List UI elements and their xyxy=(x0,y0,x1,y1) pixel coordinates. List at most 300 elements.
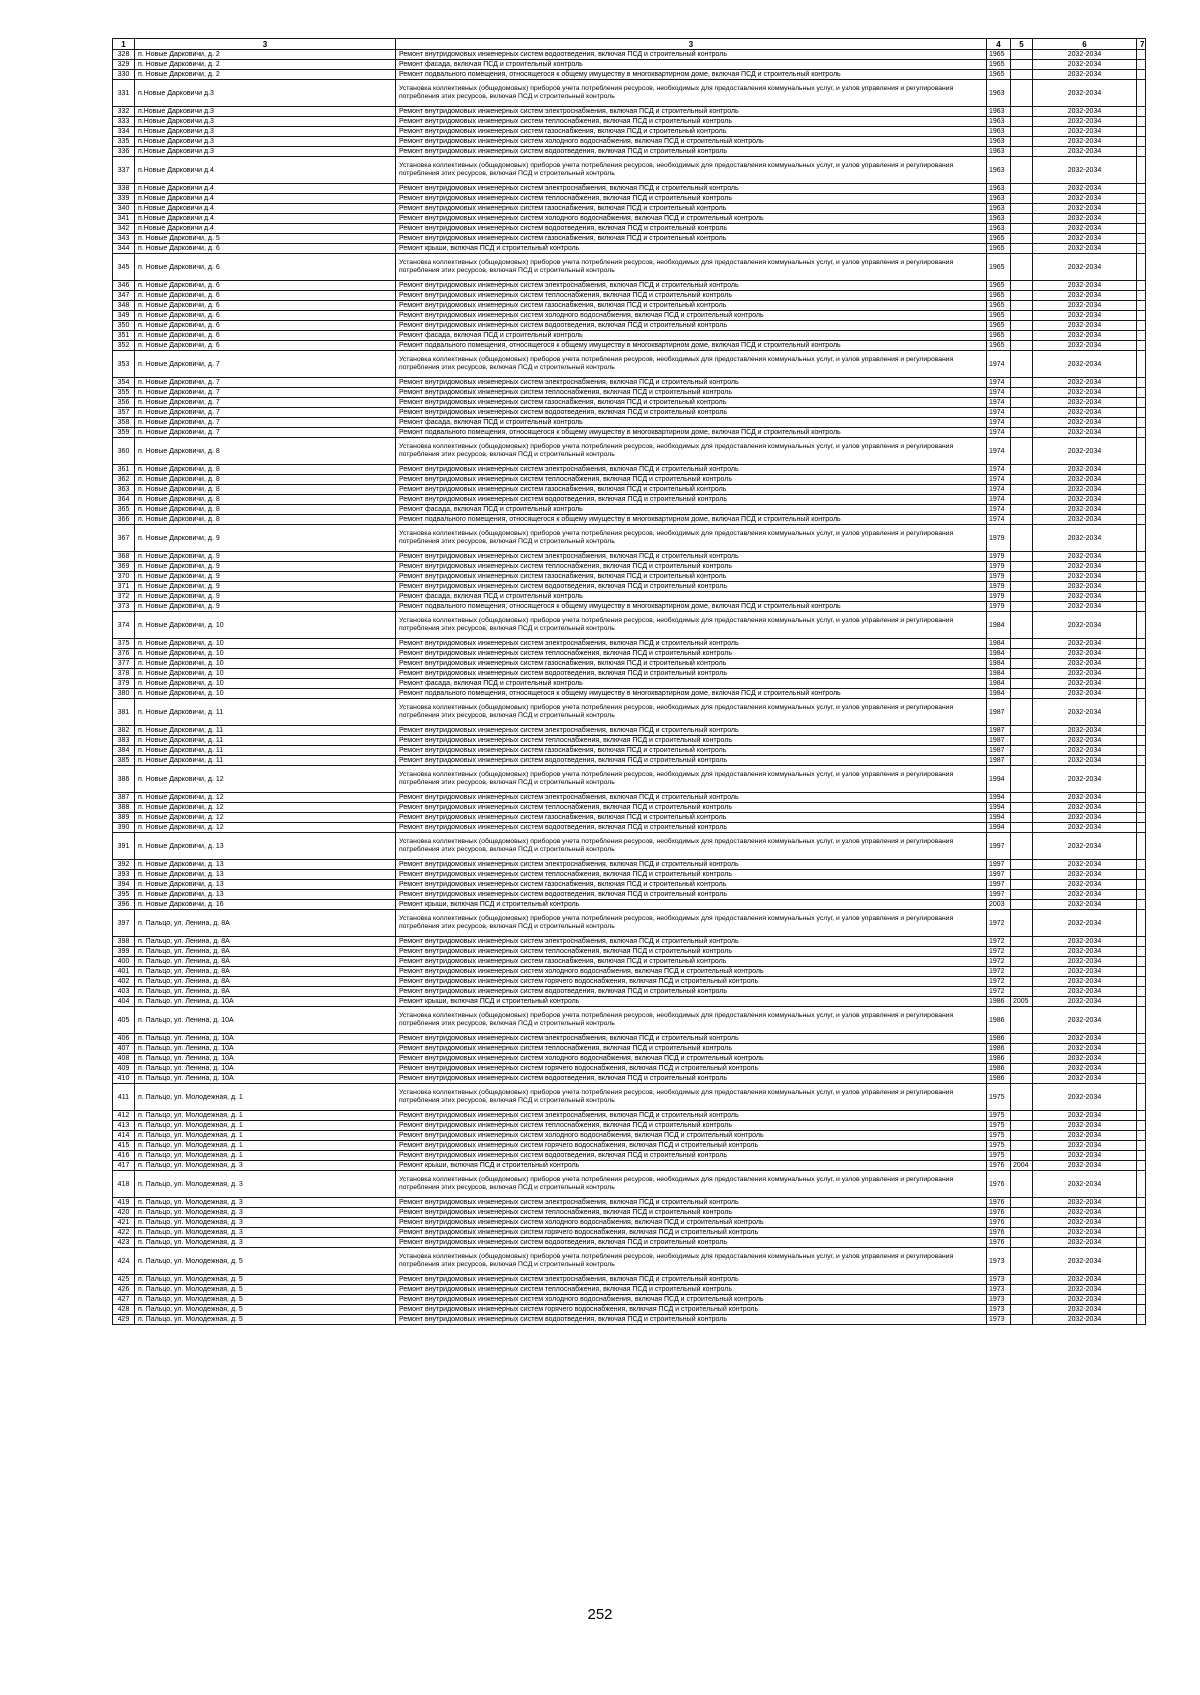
planned-period-cell: 2032-2034 xyxy=(1033,1238,1137,1248)
table-row xyxy=(113,388,1146,398)
work-type-cell: Ремонт внутридомовых инженерных систем электроснабжения, включая ПСД и строительный контроль xyxy=(396,1034,987,1044)
address-cell: п. Пальцо, ул. Молодежная, д. 5 xyxy=(135,1295,396,1305)
table-row xyxy=(113,291,1146,301)
work-type-cell: Ремонт внутридомовых инженерных систем горячего водоснабжения, включая ПСД и строительный контроль xyxy=(396,1064,987,1074)
repair-year-cell xyxy=(1011,438,1033,465)
table-row xyxy=(113,117,1146,127)
address-cell: п. Новые Дарковичи, д. 12 xyxy=(135,813,396,823)
address-cell: п. Новые Дарковичи, д. 6 xyxy=(135,321,396,331)
empty-cell xyxy=(1137,1111,1146,1121)
empty-cell xyxy=(1137,592,1146,602)
row-number-cell: 336 xyxy=(113,147,135,157)
repair-year-cell xyxy=(1011,388,1033,398)
empty-cell xyxy=(1137,1238,1146,1248)
build-year-cell: 1994 xyxy=(987,766,1011,793)
work-type-cell: Ремонт крыши, включая ПСД и строительный контроль xyxy=(396,997,987,1007)
repair-year-cell xyxy=(1011,910,1033,937)
table-row xyxy=(113,833,1146,860)
planned-period-cell: 2032-2034 xyxy=(1033,398,1137,408)
work-type-cell: Ремонт подвального помещения, относящегося к общему имуществу в многоквартирном доме, включая ПСД и строительный контроль xyxy=(396,428,987,438)
planned-period-cell: 2032-2034 xyxy=(1033,1305,1137,1315)
row-number-cell: 399 xyxy=(113,947,135,957)
table-row xyxy=(113,1228,1146,1238)
build-year-cell: 1972 xyxy=(987,910,1011,937)
row-number-cell: 391 xyxy=(113,833,135,860)
build-year-cell: 1979 xyxy=(987,582,1011,592)
planned-period-cell: 2032-2034 xyxy=(1033,562,1137,572)
repair-year-cell xyxy=(1011,495,1033,505)
row-number-cell: 402 xyxy=(113,977,135,987)
build-year-cell: 1974 xyxy=(987,398,1011,408)
address-cell: п. Новые Дарковичи, д. 6 xyxy=(135,311,396,321)
empty-cell xyxy=(1137,1161,1146,1171)
build-year-cell: 1987 xyxy=(987,736,1011,746)
repair-year-cell xyxy=(1011,70,1033,80)
work-type-cell: Ремонт внутридомовых инженерных систем электроснабжения, включая ПСД и строительный контроль xyxy=(396,107,987,117)
table-row xyxy=(113,890,1146,900)
build-year-cell: 1972 xyxy=(987,957,1011,967)
planned-period-cell: 2032-2034 xyxy=(1033,515,1137,525)
address-cell: п. Пальцо, ул. Молодежная, д. 5 xyxy=(135,1285,396,1295)
address-cell: п. Новые Дарковичи, д. 6 xyxy=(135,244,396,254)
address-cell: п. Пальцо, ул. Молодежная, д. 1 xyxy=(135,1121,396,1131)
planned-period-cell: 2032-2034 xyxy=(1033,823,1137,833)
table-row xyxy=(113,465,1146,475)
table-row xyxy=(113,1285,1146,1295)
empty-cell xyxy=(1137,639,1146,649)
empty-cell xyxy=(1137,475,1146,485)
build-year-cell: 1963 xyxy=(987,224,1011,234)
address-cell: п. Новые Дарковичи, д. 8 xyxy=(135,515,396,525)
table-header-row xyxy=(113,39,1146,50)
planned-period-cell: 2032-2034 xyxy=(1033,803,1137,813)
table-row xyxy=(113,612,1146,639)
build-year-cell: 1984 xyxy=(987,659,1011,669)
address-cell: п. Новые Дарковичи, д. 16 xyxy=(135,900,396,910)
build-year-cell: 1976 xyxy=(987,1198,1011,1208)
table-row xyxy=(113,726,1146,736)
planned-period-cell: 2032-2034 xyxy=(1033,408,1137,418)
build-year-cell: 1974 xyxy=(987,505,1011,515)
table-row xyxy=(113,957,1146,967)
planned-period-cell: 2032-2034 xyxy=(1033,465,1137,475)
planned-period-cell: 2032-2034 xyxy=(1033,311,1137,321)
address-cell: п. Новые Дарковичи, д. 13 xyxy=(135,833,396,860)
planned-period-cell: 2032-2034 xyxy=(1033,1084,1137,1111)
work-type-cell: Ремонт внутридомовых инженерных систем холодного водоснабжения, включая ПСД и строительный контроль xyxy=(396,1131,987,1141)
build-year-cell: 1984 xyxy=(987,639,1011,649)
table-row xyxy=(113,224,1146,234)
empty-cell xyxy=(1137,659,1146,669)
row-number-cell: 386 xyxy=(113,766,135,793)
build-year-cell: 1979 xyxy=(987,562,1011,572)
build-year-cell: 1986 xyxy=(987,1074,1011,1084)
planned-period-cell: 2032-2034 xyxy=(1033,147,1137,157)
row-number-cell: 390 xyxy=(113,823,135,833)
build-year-cell: 1963 xyxy=(987,214,1011,224)
empty-cell xyxy=(1137,1228,1146,1238)
table-row xyxy=(113,157,1146,184)
address-cell: п. Новые Дарковичи, д. 8 xyxy=(135,505,396,515)
build-year-cell: 1987 xyxy=(987,726,1011,736)
build-year-cell: 1972 xyxy=(987,977,1011,987)
build-year-cell: 1974 xyxy=(987,418,1011,428)
work-type-cell: Ремонт внутридомовых инженерных систем теплоснабжения, включая ПСД и строительный контроль xyxy=(396,117,987,127)
build-year-cell: 1986 xyxy=(987,1034,1011,1044)
table-row xyxy=(113,184,1146,194)
row-number-cell: 392 xyxy=(113,860,135,870)
address-cell: п. Пальцо, ул. Молодежная, д. 1 xyxy=(135,1141,396,1151)
work-type-cell: Ремонт внутридомовых инженерных систем электроснабжения, включая ПСД и строительный контроль xyxy=(396,937,987,947)
row-number-cell: 425 xyxy=(113,1275,135,1285)
work-type-cell: Ремонт внутридомовых инженерных систем газоснабжения, включая ПСД и строительный контроль xyxy=(396,659,987,669)
empty-cell xyxy=(1137,50,1146,60)
planned-period-cell: 2032-2034 xyxy=(1033,997,1137,1007)
table-row xyxy=(113,552,1146,562)
table-row xyxy=(113,977,1146,987)
build-year-cell: 1965 xyxy=(987,234,1011,244)
empty-cell xyxy=(1137,378,1146,388)
table-row xyxy=(113,766,1146,793)
empty-cell xyxy=(1137,234,1146,244)
planned-period-cell: 2032-2034 xyxy=(1033,321,1137,331)
repair-year-cell xyxy=(1011,659,1033,669)
row-number-cell: 384 xyxy=(113,746,135,756)
planned-period-cell: 2032-2034 xyxy=(1033,1151,1137,1161)
row-number-cell: 344 xyxy=(113,244,135,254)
empty-cell xyxy=(1137,669,1146,679)
work-type-cell: Ремонт внутридомовых инженерных систем холодного водоснабжения, включая ПСД и строительный контроль xyxy=(396,137,987,147)
repair-year-cell xyxy=(1011,1007,1033,1034)
planned-period-cell: 2032-2034 xyxy=(1033,582,1137,592)
work-type-cell: Ремонт крыши, включая ПСД и строительный контроль xyxy=(396,244,987,254)
table-row xyxy=(113,428,1146,438)
address-cell: п. Новые Дарковичи, д. 10 xyxy=(135,689,396,699)
empty-cell xyxy=(1137,726,1146,736)
table-row xyxy=(113,947,1146,957)
work-type-cell: Установка коллективных (общедомовых) приборов учета потребления ресурсов, необходимых для предоставления коммунальных услуг, и узлов управления и регулирования потребления этих ресурсов, включая ПСД и строительный контроль xyxy=(396,254,987,281)
build-year-cell: 1963 xyxy=(987,194,1011,204)
table-row xyxy=(113,1305,1146,1315)
repair-year-cell xyxy=(1011,689,1033,699)
build-year-cell: 1963 xyxy=(987,80,1011,107)
row-number-cell: 389 xyxy=(113,813,135,823)
repair-year-cell xyxy=(1011,418,1033,428)
repair-year-cell xyxy=(1011,967,1033,977)
build-year-cell: 1984 xyxy=(987,649,1011,659)
empty-cell xyxy=(1137,880,1146,890)
planned-period-cell: 2032-2034 xyxy=(1033,378,1137,388)
build-year-cell: 1976 xyxy=(987,1218,1011,1228)
empty-cell xyxy=(1137,756,1146,766)
planned-period-cell: 2032-2034 xyxy=(1033,525,1137,552)
empty-cell xyxy=(1137,1084,1146,1111)
address-cell: п.Новые Дарковичи д.3 xyxy=(135,117,396,127)
empty-cell xyxy=(1137,803,1146,813)
repair-year-cell xyxy=(1011,1238,1033,1248)
address-cell: п. Пальцо, ул. Молодежная, д. 1 xyxy=(135,1084,396,1111)
row-number-cell: 400 xyxy=(113,957,135,967)
row-number-cell: 406 xyxy=(113,1034,135,1044)
empty-cell xyxy=(1137,1131,1146,1141)
repair-year-cell xyxy=(1011,649,1033,659)
build-year-cell: 1973 xyxy=(987,1275,1011,1285)
work-type-cell: Ремонт внутридомовых инженерных систем электроснабжения, включая ПСД и строительный контроль xyxy=(396,378,987,388)
build-year-cell: 1963 xyxy=(987,107,1011,117)
row-number-cell: 411 xyxy=(113,1084,135,1111)
address-cell: п. Пальцо, ул. Молодежная, д. 1 xyxy=(135,1151,396,1161)
empty-cell xyxy=(1137,572,1146,582)
build-year-cell: 1975 xyxy=(987,1131,1011,1141)
table-row xyxy=(113,137,1146,147)
address-cell: п. Пальцо, ул. Ленина, д. 8А xyxy=(135,957,396,967)
repair-year-cell xyxy=(1011,398,1033,408)
repair-year-cell xyxy=(1011,679,1033,689)
row-number-cell: 330 xyxy=(113,70,135,80)
row-number-cell: 367 xyxy=(113,525,135,552)
build-year-cell: 1987 xyxy=(987,756,1011,766)
empty-cell xyxy=(1137,977,1146,987)
row-number-cell: 374 xyxy=(113,612,135,639)
row-number-cell: 370 xyxy=(113,572,135,582)
empty-cell xyxy=(1137,1007,1146,1034)
planned-period-cell: 2032-2034 xyxy=(1033,214,1137,224)
repair-year-cell xyxy=(1011,254,1033,281)
row-number-cell: 366 xyxy=(113,515,135,525)
empty-cell xyxy=(1137,80,1146,107)
repair-year-cell: 2004 xyxy=(1011,1161,1033,1171)
header-cell: 5 xyxy=(1011,39,1033,50)
planned-period-cell: 2032-2034 xyxy=(1033,50,1137,60)
repair-year-cell xyxy=(1011,311,1033,321)
repair-year-cell xyxy=(1011,947,1033,957)
row-number-cell: 393 xyxy=(113,870,135,880)
row-number-cell: 418 xyxy=(113,1171,135,1198)
row-number-cell: 341 xyxy=(113,214,135,224)
work-type-cell: Установка коллективных (общедомовых) приборов учета потребления ресурсов, необходимых для предоставления коммунальных услуг, и узлов управления и регулирования потребления этих ресурсов, включая ПСД и строительный контроль xyxy=(396,157,987,184)
build-year-cell: 1974 xyxy=(987,378,1011,388)
row-number-cell: 328 xyxy=(113,50,135,60)
row-number-cell: 356 xyxy=(113,398,135,408)
planned-period-cell: 2032-2034 xyxy=(1033,639,1137,649)
repair-year-cell xyxy=(1011,813,1033,823)
build-year-cell: 1975 xyxy=(987,1084,1011,1111)
row-number-cell: 357 xyxy=(113,408,135,418)
work-type-cell: Ремонт внутридомовых инженерных систем водоотведения, включая ПСД и строительный контроль xyxy=(396,1315,987,1325)
address-cell: п.Новые Дарковичи д.4 xyxy=(135,194,396,204)
empty-cell xyxy=(1137,117,1146,127)
build-year-cell: 1965 xyxy=(987,50,1011,60)
address-cell: п. Пальцо, ул. Ленина, д. 8А xyxy=(135,977,396,987)
planned-period-cell: 2032-2034 xyxy=(1033,746,1137,756)
address-cell: п. Пальцо, ул. Ленина, д. 10А xyxy=(135,1034,396,1044)
table-row xyxy=(113,1218,1146,1228)
planned-period-cell: 2032-2034 xyxy=(1033,793,1137,803)
planned-period-cell: 2032-2034 xyxy=(1033,281,1137,291)
empty-cell xyxy=(1137,388,1146,398)
work-type-cell: Ремонт внутридомовых инженерных систем горячего водоснабжения, включая ПСД и строительный контроль xyxy=(396,1141,987,1151)
repair-year-cell xyxy=(1011,1248,1033,1275)
planned-period-cell: 2032-2034 xyxy=(1033,592,1137,602)
repair-year-cell xyxy=(1011,572,1033,582)
planned-period-cell: 2032-2034 xyxy=(1033,1034,1137,1044)
build-year-cell: 1986 xyxy=(987,1007,1011,1034)
planned-period-cell: 2032-2034 xyxy=(1033,341,1137,351)
row-number-cell: 375 xyxy=(113,639,135,649)
work-type-cell: Ремонт внутридомовых инженерных систем теплоснабжения, включая ПСД и строительный контроль xyxy=(396,194,987,204)
build-year-cell: 1974 xyxy=(987,408,1011,418)
address-cell: п. Новые Дарковичи, д. 2 xyxy=(135,60,396,70)
row-number-cell: 348 xyxy=(113,301,135,311)
build-year-cell: 1975 xyxy=(987,1151,1011,1161)
work-type-cell: Установка коллективных (общедомовых) приборов учета потребления ресурсов, необходимых для предоставления коммунальных услуг, и узлов управления и регулирования потребления этих ресурсов, включая ПСД и строительный контроль xyxy=(396,80,987,107)
table-row xyxy=(113,234,1146,244)
empty-cell xyxy=(1137,147,1146,157)
row-number-cell: 420 xyxy=(113,1208,135,1218)
row-number-cell: 401 xyxy=(113,967,135,977)
row-number-cell: 424 xyxy=(113,1248,135,1275)
repair-year-cell xyxy=(1011,515,1033,525)
repair-year-cell xyxy=(1011,582,1033,592)
build-year-cell: 1994 xyxy=(987,813,1011,823)
empty-cell xyxy=(1137,194,1146,204)
address-cell: п. Новые Дарковичи, д. 2 xyxy=(135,50,396,60)
build-year-cell: 1965 xyxy=(987,291,1011,301)
repair-year-cell xyxy=(1011,890,1033,900)
address-cell: п. Пальцо, ул. Молодежная, д. 1 xyxy=(135,1111,396,1121)
planned-period-cell: 2032-2034 xyxy=(1033,244,1137,254)
work-type-cell: Ремонт внутридомовых инженерных систем горячего водоснабжения, включая ПСД и строительный контроль xyxy=(396,1228,987,1238)
table-row xyxy=(113,1171,1146,1198)
table-row xyxy=(113,378,1146,388)
repair-year-cell xyxy=(1011,1171,1033,1198)
work-type-cell: Ремонт фасада, включая ПСД и строительный контроль xyxy=(396,418,987,428)
build-year-cell: 1965 xyxy=(987,254,1011,281)
work-type-cell: Ремонт внутридомовых инженерных систем электроснабжения, включая ПСД и строительный контроль xyxy=(396,465,987,475)
repair-year-cell xyxy=(1011,1218,1033,1228)
planned-period-cell: 2032-2034 xyxy=(1033,910,1137,937)
row-number-cell: 331 xyxy=(113,80,135,107)
build-year-cell: 1965 xyxy=(987,281,1011,291)
build-year-cell: 1974 xyxy=(987,465,1011,475)
work-type-cell: Ремонт подвального помещения, относящегося к общему имуществу в многоквартирном доме, включая ПСД и строительный контроль xyxy=(396,602,987,612)
work-type-cell: Ремонт внутридомовых инженерных систем газоснабжения, включая ПСД и строительный контроль xyxy=(396,880,987,890)
build-year-cell: 1975 xyxy=(987,1141,1011,1151)
work-type-cell: Ремонт крыши, включая ПСД и строительный контроль xyxy=(396,1161,987,1171)
row-number-cell: 403 xyxy=(113,987,135,997)
header-cell: 4 xyxy=(987,39,1011,50)
planned-period-cell: 2032-2034 xyxy=(1033,870,1137,880)
build-year-cell: 1963 xyxy=(987,137,1011,147)
row-number-cell: 419 xyxy=(113,1198,135,1208)
row-number-cell: 338 xyxy=(113,184,135,194)
row-number-cell: 416 xyxy=(113,1151,135,1161)
repair-year-cell xyxy=(1011,147,1033,157)
empty-cell xyxy=(1137,525,1146,552)
table-row xyxy=(113,515,1146,525)
planned-period-cell: 2032-2034 xyxy=(1033,1275,1137,1285)
planned-period-cell: 2032-2034 xyxy=(1033,602,1137,612)
row-number-cell: 361 xyxy=(113,465,135,475)
planned-period-cell: 2032-2034 xyxy=(1033,1074,1137,1084)
repair-year-cell xyxy=(1011,823,1033,833)
planned-period-cell: 2032-2034 xyxy=(1033,669,1137,679)
table-row xyxy=(113,525,1146,552)
work-type-cell: Ремонт фасада, включая ПСД и строительный контроль xyxy=(396,60,987,70)
repair-year-cell xyxy=(1011,1111,1033,1121)
table-row xyxy=(113,438,1146,465)
planned-period-cell: 2032-2034 xyxy=(1033,254,1137,281)
repair-year-cell xyxy=(1011,378,1033,388)
table-row xyxy=(113,860,1146,870)
table-row xyxy=(113,987,1146,997)
planned-period-cell: 2032-2034 xyxy=(1033,1054,1137,1064)
row-number-cell: 360 xyxy=(113,438,135,465)
empty-cell xyxy=(1137,957,1146,967)
row-number-cell: 364 xyxy=(113,495,135,505)
table-row xyxy=(113,1084,1146,1111)
address-cell: п. Пальцо, ул. Молодежная, д. 3 xyxy=(135,1218,396,1228)
table-row xyxy=(113,147,1146,157)
empty-cell xyxy=(1137,900,1146,910)
row-number-cell: 377 xyxy=(113,659,135,669)
build-year-cell: 1976 xyxy=(987,1171,1011,1198)
address-cell: п.Новые Дарковичи д.4 xyxy=(135,224,396,234)
work-type-cell: Ремонт внутридомовых инженерных систем горячего водоснабжения, включая ПСД и строительный контроль xyxy=(396,1305,987,1315)
address-cell: п. Пальцо, ул. Ленина, д. 10А xyxy=(135,1007,396,1034)
repair-year-cell xyxy=(1011,291,1033,301)
work-type-cell: Ремонт внутридомовых инженерных систем газоснабжения, включая ПСД и строительный контроль xyxy=(396,746,987,756)
work-type-cell: Ремонт внутридомовых инженерных систем теплоснабжения, включая ПСД и строительный контроль xyxy=(396,475,987,485)
table-row xyxy=(113,418,1146,428)
repair-year-cell xyxy=(1011,1208,1033,1218)
table-row xyxy=(113,311,1146,321)
row-number-cell: 380 xyxy=(113,689,135,699)
work-type-cell: Ремонт внутридомовых инженерных систем теплоснабжения, включая ПСД и строительный контроль xyxy=(396,803,987,813)
build-year-cell: 1963 xyxy=(987,127,1011,137)
planned-period-cell: 2032-2034 xyxy=(1033,860,1137,870)
build-year-cell: 1973 xyxy=(987,1305,1011,1315)
planned-period-cell: 2032-2034 xyxy=(1033,137,1137,147)
repair-year-cell xyxy=(1011,1151,1033,1161)
row-number-cell: 368 xyxy=(113,552,135,562)
build-year-cell: 2003 xyxy=(987,900,1011,910)
row-number-cell: 429 xyxy=(113,1315,135,1325)
header-cell: 6 xyxy=(1033,39,1137,50)
row-number-cell: 347 xyxy=(113,291,135,301)
address-cell: п. Новые Дарковичи, д. 13 xyxy=(135,860,396,870)
empty-cell xyxy=(1137,428,1146,438)
repair-year-cell xyxy=(1011,184,1033,194)
table-row xyxy=(113,1248,1146,1275)
build-year-cell: 1994 xyxy=(987,803,1011,813)
work-type-cell: Ремонт внутридомовых инженерных систем холодного водоснабжения, включая ПСД и строительный контроль xyxy=(396,214,987,224)
build-year-cell: 1973 xyxy=(987,1285,1011,1295)
repair-year-cell xyxy=(1011,80,1033,107)
empty-cell xyxy=(1137,1151,1146,1161)
repair-year-cell xyxy=(1011,726,1033,736)
planned-period-cell: 2032-2034 xyxy=(1033,418,1137,428)
row-number-cell: 350 xyxy=(113,321,135,331)
build-year-cell: 1984 xyxy=(987,689,1011,699)
empty-cell xyxy=(1137,910,1146,937)
row-number-cell: 409 xyxy=(113,1064,135,1074)
address-cell: п. Новые Дарковичи, д. 9 xyxy=(135,525,396,552)
table-row xyxy=(113,505,1146,515)
planned-period-cell: 2032-2034 xyxy=(1033,1044,1137,1054)
work-type-cell: Ремонт внутридомовых инженерных систем теплоснабжения, включая ПСД и строительный контроль xyxy=(396,388,987,398)
planned-period-cell: 2032-2034 xyxy=(1033,351,1137,378)
